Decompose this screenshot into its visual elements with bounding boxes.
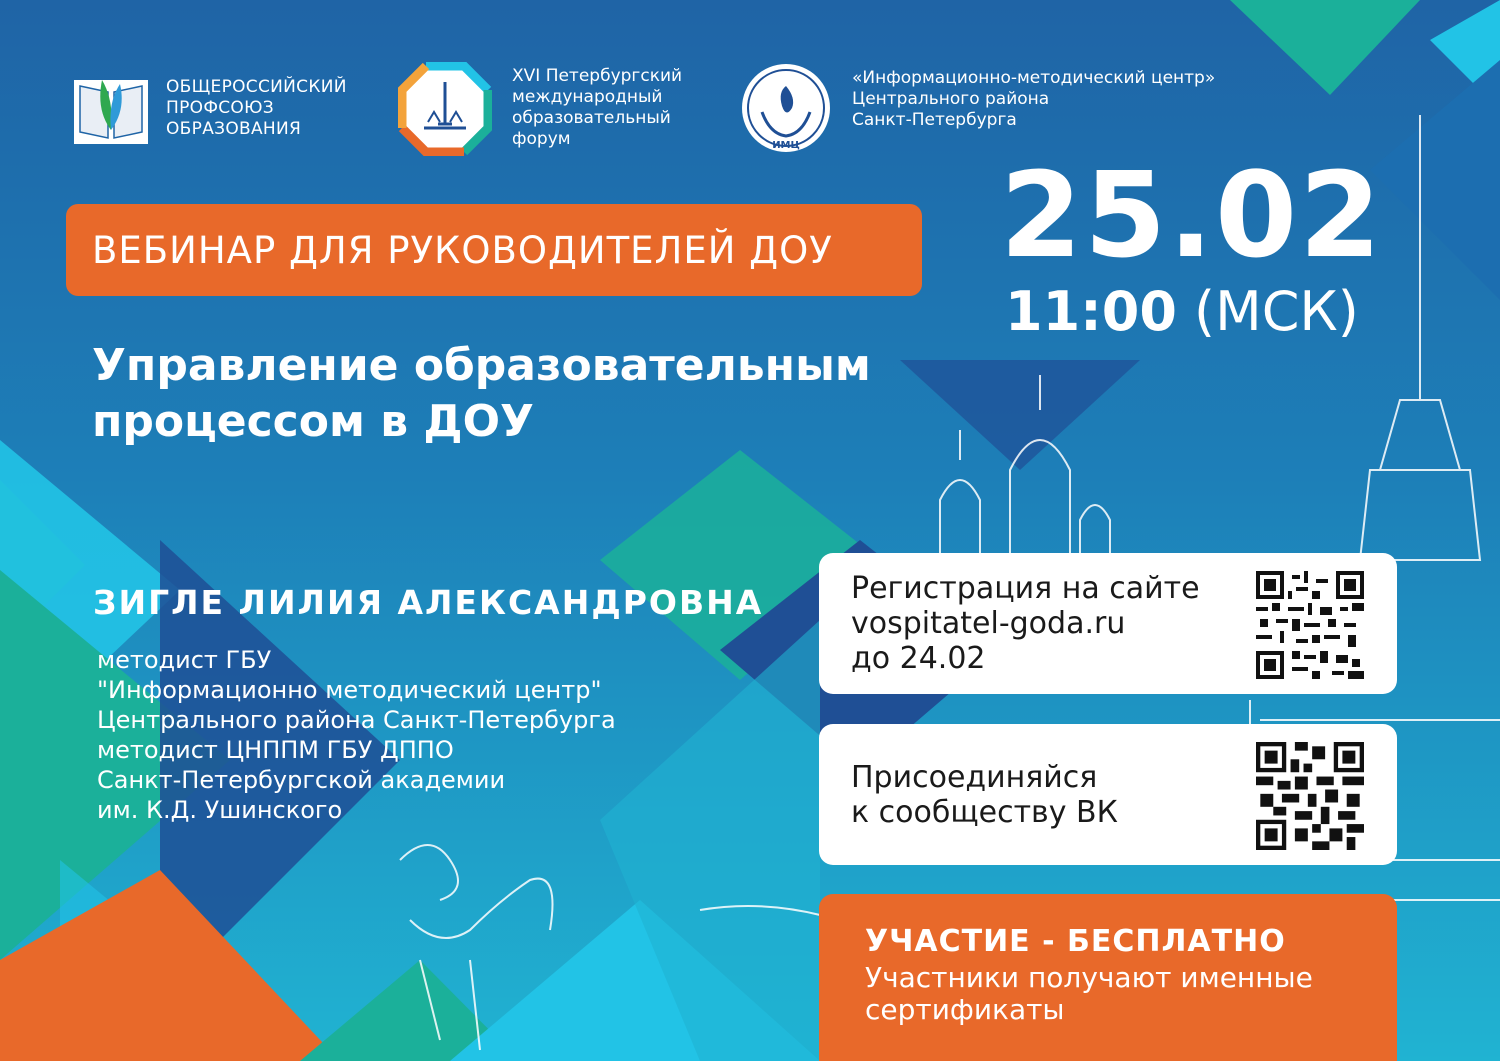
logo-2-text bbox=[512, 66, 682, 150]
position-line: методист ГБУ bbox=[97, 646, 272, 674]
logo-2-line: образовательный bbox=[512, 108, 671, 128]
webinar-title bbox=[92, 338, 952, 450]
registration-line: Регистрация на сайте bbox=[851, 571, 1200, 606]
octagon-fortress-logo bbox=[398, 62, 492, 156]
logo-1-line: ПРОФСОЮЗ bbox=[166, 98, 274, 118]
free-heading: УЧАСТИЕ - БЕСПЛАТНО bbox=[865, 924, 1286, 959]
logo-3-badge: ИМЦ bbox=[772, 140, 800, 151]
logo-3-line: Центрального района bbox=[852, 89, 1050, 109]
event-time-zone: (МСК) bbox=[1176, 280, 1359, 343]
logo-2-line: международный bbox=[512, 87, 663, 107]
position-line: Центрального района Санкт-Петербурга bbox=[97, 706, 616, 734]
registration-card[interactable] bbox=[819, 553, 1397, 694]
webinar-banner bbox=[66, 204, 922, 296]
free-participation-panel bbox=[819, 894, 1397, 1061]
logo-1-line: ОБРАЗОВАНИЯ bbox=[166, 119, 302, 139]
position-line: Санкт-Петербургской академии bbox=[97, 766, 506, 794]
community-text bbox=[851, 760, 1118, 830]
event-time-hours: 11:00 bbox=[1005, 280, 1177, 343]
community-line: Присоединяйся bbox=[851, 760, 1098, 795]
free-line: Участники получают именные bbox=[865, 961, 1313, 994]
event-date: 25.02 bbox=[1000, 146, 1384, 284]
logo-3-line: «Информационно-методический центр» bbox=[852, 68, 1216, 88]
free-description bbox=[865, 962, 1313, 1026]
registration-qr-code[interactable] bbox=[1256, 571, 1364, 679]
logo-1-line: ОБЩЕРОССИЙСКИЙ bbox=[166, 77, 347, 97]
community-card[interactable] bbox=[819, 724, 1397, 865]
logo-3-text bbox=[852, 68, 1215, 131]
registration-line[interactable]: vospitatel-goda.ru bbox=[851, 606, 1126, 641]
position-line: методист ЦНППМ ГБУ ДППО bbox=[97, 736, 454, 764]
book-sprout-logo bbox=[72, 70, 150, 148]
free-line: сертификаты bbox=[865, 993, 1065, 1026]
logo-2-line: XVI Петербургский bbox=[512, 66, 683, 86]
registration-text bbox=[851, 571, 1200, 676]
position-line: "Информационно методический центр" bbox=[97, 676, 602, 704]
community-line: к сообществу ВК bbox=[851, 795, 1118, 830]
logo-3-line: Санкт-Петербурга bbox=[852, 110, 1017, 130]
logo-1-text bbox=[166, 77, 347, 140]
position-line: им. К.Д. Ушинского bbox=[97, 796, 343, 824]
logo-2-line: форум bbox=[512, 129, 571, 149]
speaker-position bbox=[97, 645, 616, 825]
vk-qr-code[interactable] bbox=[1256, 742, 1364, 850]
webinar-title-line: процессом в ДОУ bbox=[92, 396, 534, 447]
webinar-title-line: Управление образовательным bbox=[92, 340, 871, 391]
speaker-name: ЗИГЛЕ ЛИЛИЯ АЛЕКСАНДРОВНА bbox=[93, 583, 764, 622]
event-time bbox=[1005, 280, 1359, 344]
webinar-banner-text: ВЕБИНАР ДЛЯ РУКОВОДИТЕЛЕЙ ДОУ bbox=[92, 228, 833, 272]
registration-line: до 24.02 bbox=[851, 641, 986, 676]
hands-bird-circle-logo bbox=[740, 62, 832, 154]
